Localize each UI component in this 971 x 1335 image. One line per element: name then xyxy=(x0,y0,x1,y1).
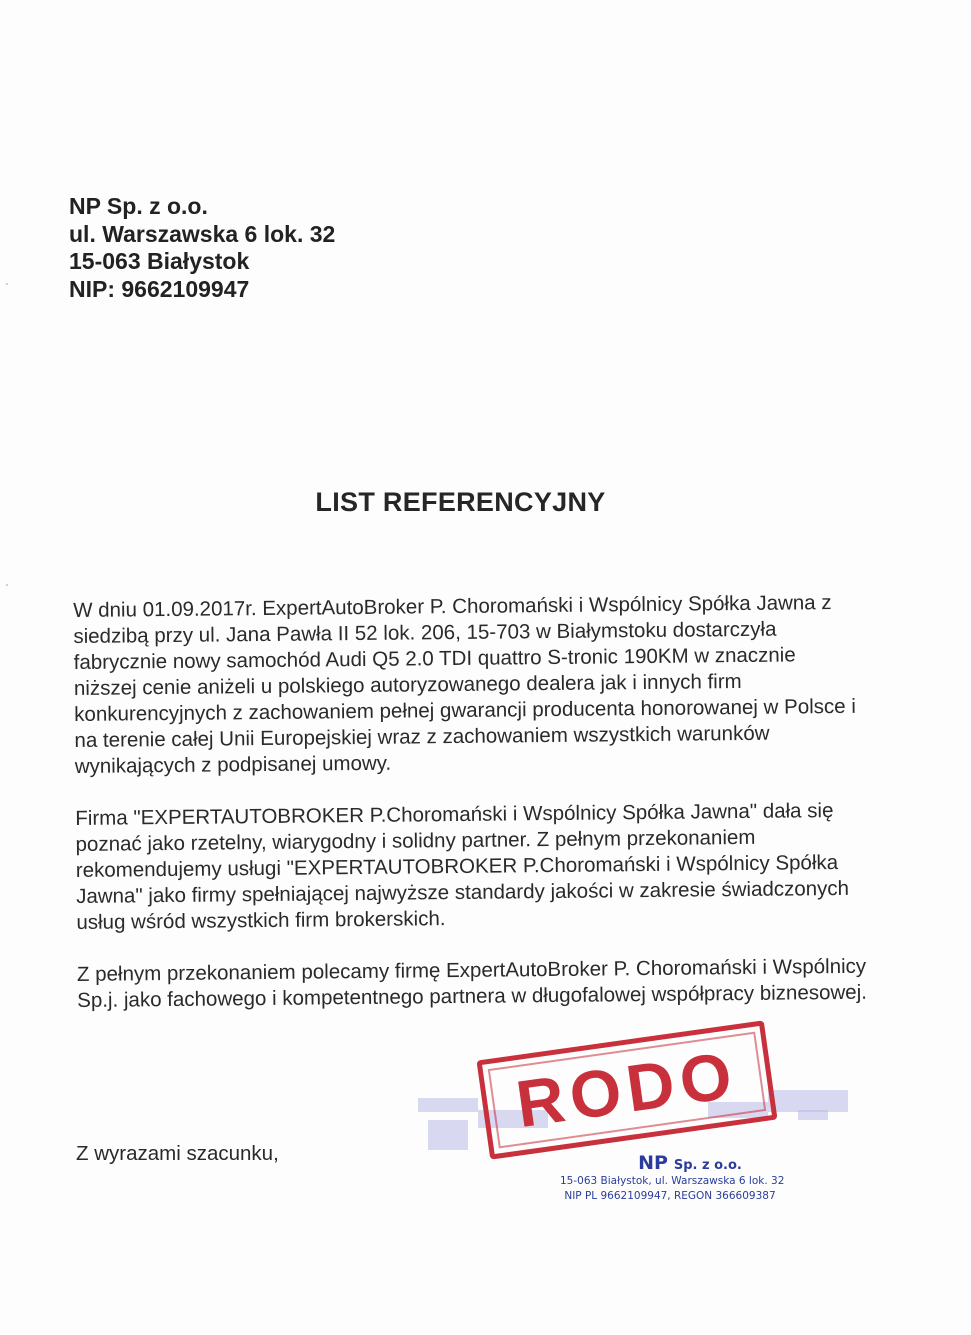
company-stamp-ids: NIP PL 9662109947, REGON 366609387 xyxy=(564,1190,776,1202)
company-stamp-form: Sp. z o.o. xyxy=(673,1158,742,1173)
paragraph-1: W dniu 01.09.2017r. ExpertAutoBroker P. Choromański i Wspólnicy Spółka Jawna z siedzibą przy ul. Jana Pawła II 52 lok. 206, 15-703 w Białymstoku dostarczyła fabrycznie nowy samochód Audi Q5 2.0 TDI quattro S-tronic 190KM w znacznie niższej cenie aniżeli u polskiego autoryzowanego dealera jak i innych firm konkurencyjnych z zachowaniem pełnej gwarancji producenta honorowanej w Polsce i na terenie całej Unii Europejskiej wraz z zachowaniem wszystkich warunków wynikających z podpisanej umowy. xyxy=(73,591,857,778)
company-stamp xyxy=(560,1152,785,1204)
company-stamp-name xyxy=(560,1152,780,1174)
document-title: LIST REFERENCYJNY xyxy=(315,487,606,517)
letter-body xyxy=(73,590,868,1040)
paragraph-2: Firma "EXPERTAUTOBROKER P.Choromański i Wspólnicy Spółka Jawna" dała się poznać jako rzetelny, wiarygodny i solidny partner. Z pełnym przekonaniem rekomendujemy usługi "EXPERTAUTOBROKER P.Choromański i Wspólnicy Spółka Jawna" jako firmy spełniającej najwyższe standardy jakości w zakresie świadczonych usług wśród wszystkich firm brokerskich. xyxy=(75,799,850,934)
sender-city: 15-063 Białystok xyxy=(69,248,250,274)
closing-salutation: Z wyrazami szacunku, xyxy=(76,1142,279,1165)
sender-nip: NIP: 9662109947 xyxy=(69,275,250,302)
sender-street: ul. Warszawska 6 lok. 32 xyxy=(69,220,336,247)
rodo-stamp-text: RODO xyxy=(511,1036,742,1142)
sender-name: NP Sp. z o.o. xyxy=(69,193,208,219)
sender-address-block xyxy=(69,193,335,303)
scan-edge-mark xyxy=(6,283,8,285)
paragraph-3: Z pełnym przekonaniem polecamy firmę ExpertAutoBroker P. Choromański i Wspólnicy Sp.j. jako fachowego i kompetentnego partnera w długofalowej współpracy biznesowej. xyxy=(76,954,868,1012)
company-stamp-address: 15-063 Białystok, ul. Warszawska 6 lok. 32 xyxy=(560,1175,785,1187)
scan-edge-mark xyxy=(6,584,8,586)
company-stamp-np: NP xyxy=(638,1152,668,1174)
